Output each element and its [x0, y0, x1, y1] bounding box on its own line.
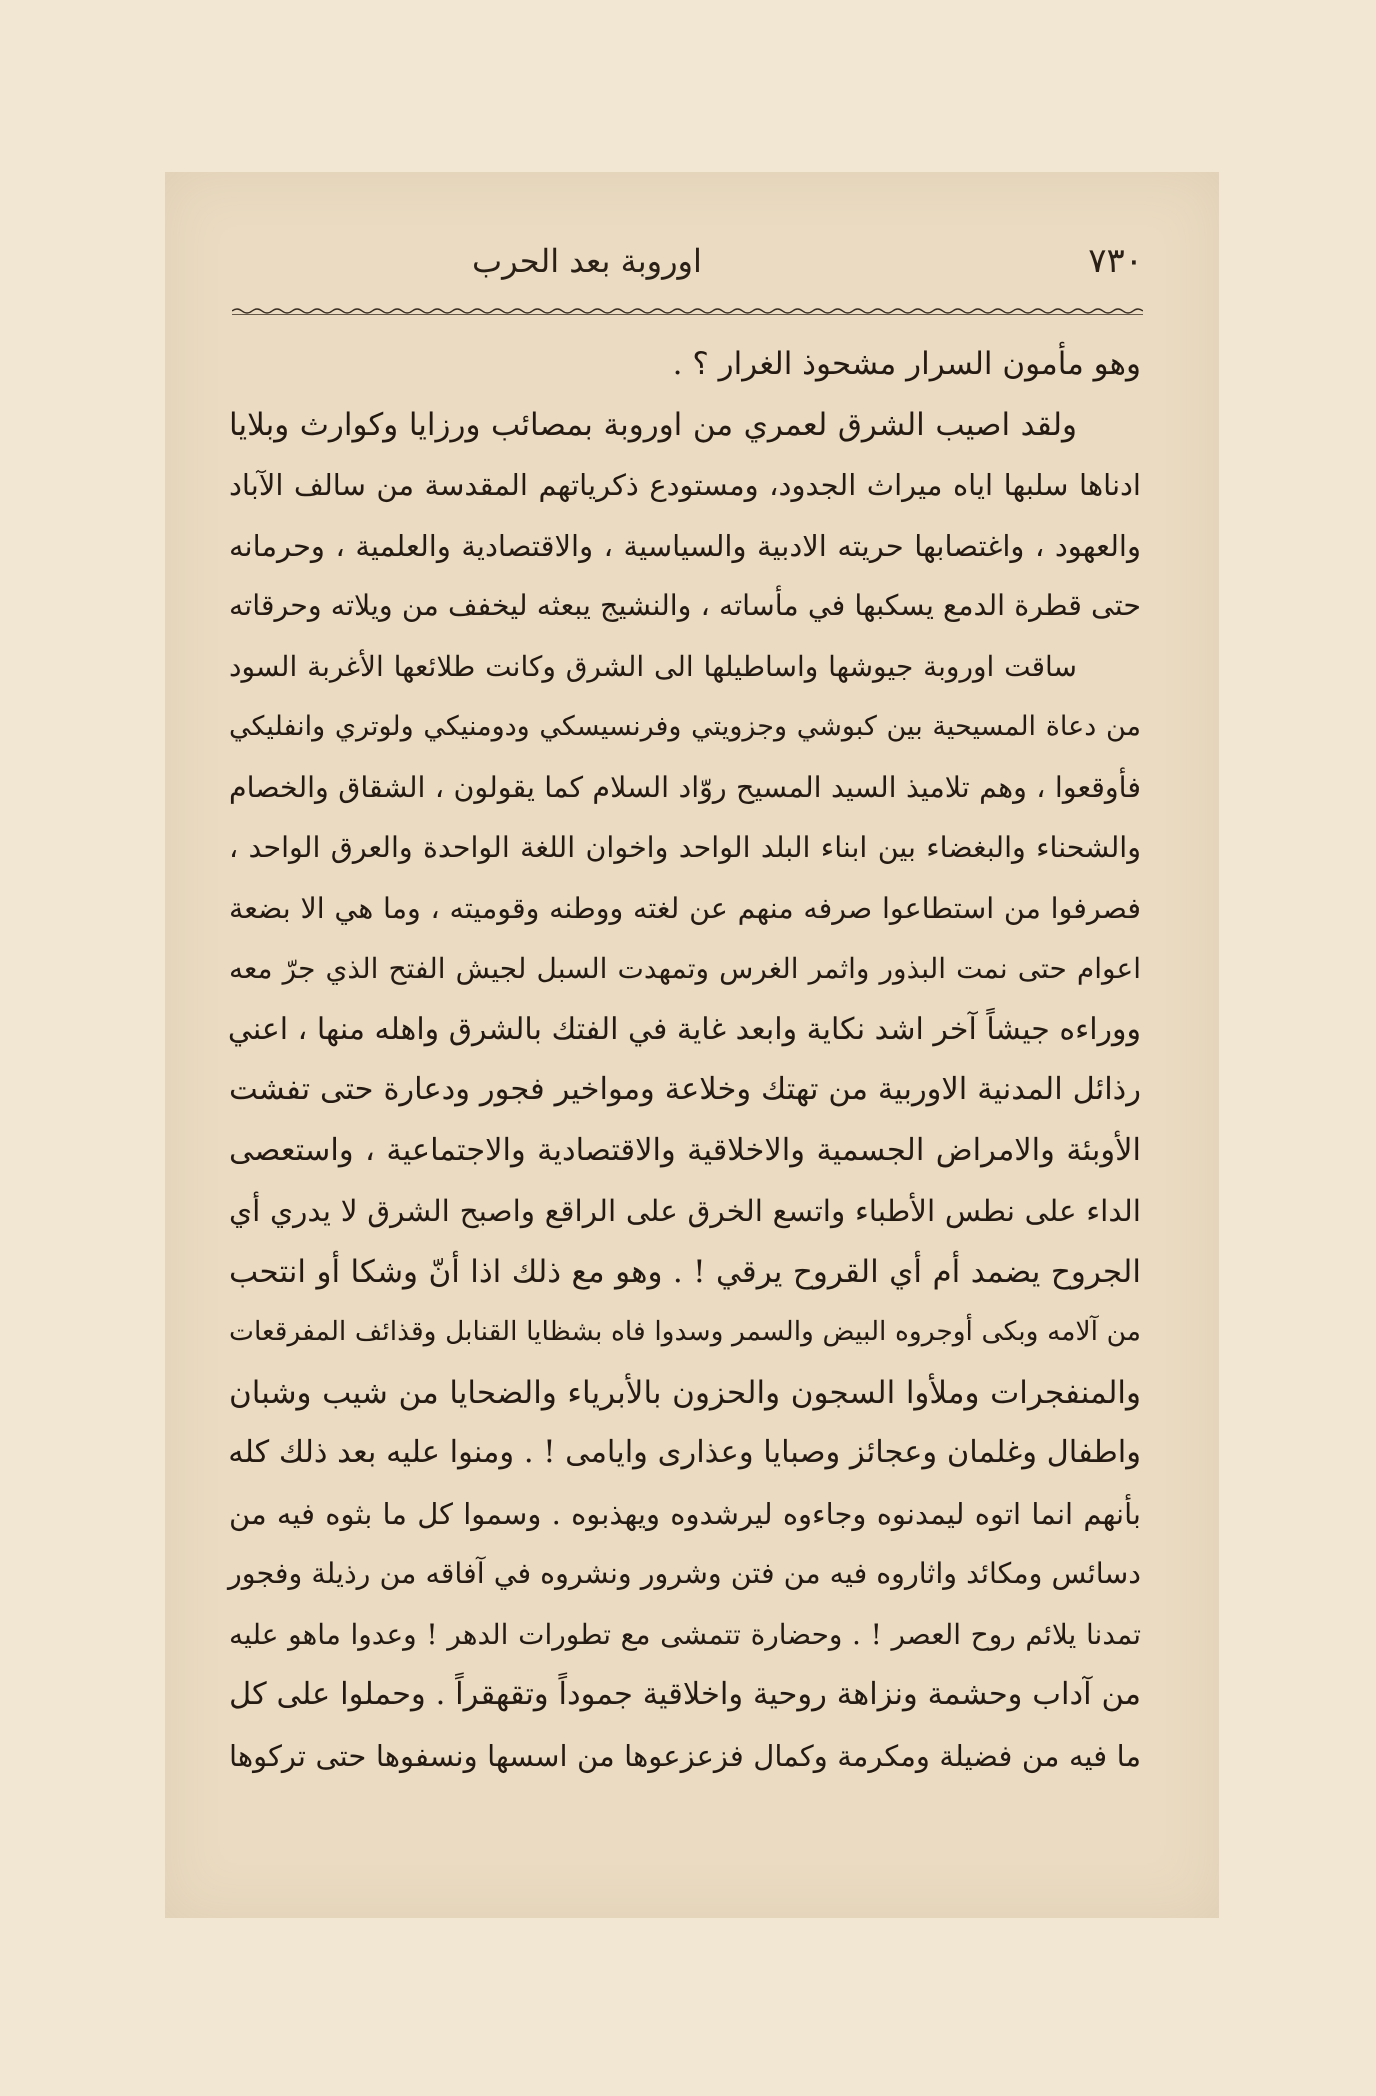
text-line: من آلامه وبكى أوجروه البيض والسمر وسدوا فاه بشظايا القنابل وقذائف المفرقعات	[229, 1316, 1141, 1347]
text-line: فصرفوا من استطاعوا صرفه منهم عن لغته ووطنه وقوميته ، وما هي الا بضعة	[229, 891, 1141, 925]
header-wavy-rule	[232, 306, 1143, 316]
text-line: دسائس ومكائد واثاروه فيه من فتن وشرور ونشروه في آفاقه من رذيلة وفجور	[228, 1557, 1141, 1590]
text-line: فأوقعوا ، وهم تلاميذ السيد المسيح روّاد السلام كما يقولون ، الشقاق والخصام	[229, 770, 1141, 804]
text-line: ادناها سلبها اياه ميراث الجدود، ومستودع ذكرياتهم المقدسة من سالف الآباد	[229, 468, 1141, 502]
text-line: تمدنا يلائم روح العصر ! . وحضارة تتمشى مع تطورات الدهر ! وعدوا ماهو عليه	[229, 1617, 1141, 1651]
running-title: اوروبة بعد الحرب	[472, 242, 702, 280]
text-line: اعوام حتى نمت البذور واثمر الغرس وتمهدت السبل لجيش الفتح الذي جرّ معه	[229, 952, 1141, 985]
text-line: واطفال وغلمان وعجائز وصبايا وعذارى وايامى ! . ومنوا عليه بعد ذلك كله	[228, 1435, 1141, 1470]
text-line: والعهود ، واغتصابها حريته الادبية والسياسية ، والاقتصادية والعلمية ، وحرمانه	[229, 528, 1141, 563]
text-line: وهو مأمون السرار مشحوذ الغرار ؟ .	[672, 346, 1141, 382]
page-number: ٧٣٠	[1088, 241, 1143, 281]
text-line: الجروح يضمد أم أي القروح يرقي ! . وهو مع ذلك اذا أنّ وشكا أو انتحب	[229, 1253, 1141, 1290]
wavy-rule-graphic	[232, 306, 1143, 316]
text-line: ساقت اوروبة جيوشها واساطيلها الى الشرق وكانت طلائعها الأغربة السود	[229, 649, 1077, 683]
text-line: ولقد اصيب الشرق لعمري من اوروبة بمصائب ورزايا وكوارث وبلايا	[229, 406, 1077, 443]
text-line: رذائل المدنية الاوربية من تهتك وخلاعة ومواخير فجور ودعارة حتى تفشت	[229, 1072, 1141, 1107]
text-line: الأوبئة والامراض الجسمية والاخلاقية والاقتصادية والاجتماعية ، واستعصى	[229, 1132, 1141, 1168]
text-line: حتى قطرة الدمع يسكبها في مأساته ، والنشيج يبعثه ليخفف من ويلاته وحرقاته	[229, 589, 1141, 622]
book-page	[165, 172, 1219, 1918]
text-line: ووراءه جيشاً آخر اشد نكاية وابعد غاية في الفتك بالشرق واهله منها ، اعني	[227, 1011, 1141, 1047]
text-line: والمنفجرات وملأوا السجون والحزون بالأبرياء والضحايا من شيب وشبان	[229, 1374, 1141, 1411]
page-header	[232, 235, 1143, 287]
text-line: الداء على نطس الأطباء واتسع الخرق على الراقع واصبح الشرق لا يدري أي	[229, 1194, 1141, 1228]
body-text	[229, 334, 1141, 1786]
text-line: بأنهم انما اتوه ليمدنوه وجاءوه ليرشدوه ويهذبوه . وسموا كل ما بثوه فيه من	[229, 1496, 1141, 1531]
text-line: ما فيه من فضيلة ومكرمة وكمال فزعزعوها من اسسها ونسفوها حتى تركوها	[229, 1738, 1141, 1773]
text-line: من دعاة المسيحية بين كبوشي وجزويتي وفرنسيسكي ودومنيكي ولوتري وانفليكي	[229, 711, 1141, 742]
text-line: والشحناء والبغضاء بين ابناء البلد الواحد واخوان اللغة الواحدة والعرق الواحد ،	[229, 831, 1141, 864]
text-line: من آداب وحشمة ونزاهة روحية واخلاقية جموداً وتقهقراً . وحملوا على كل	[229, 1677, 1141, 1712]
